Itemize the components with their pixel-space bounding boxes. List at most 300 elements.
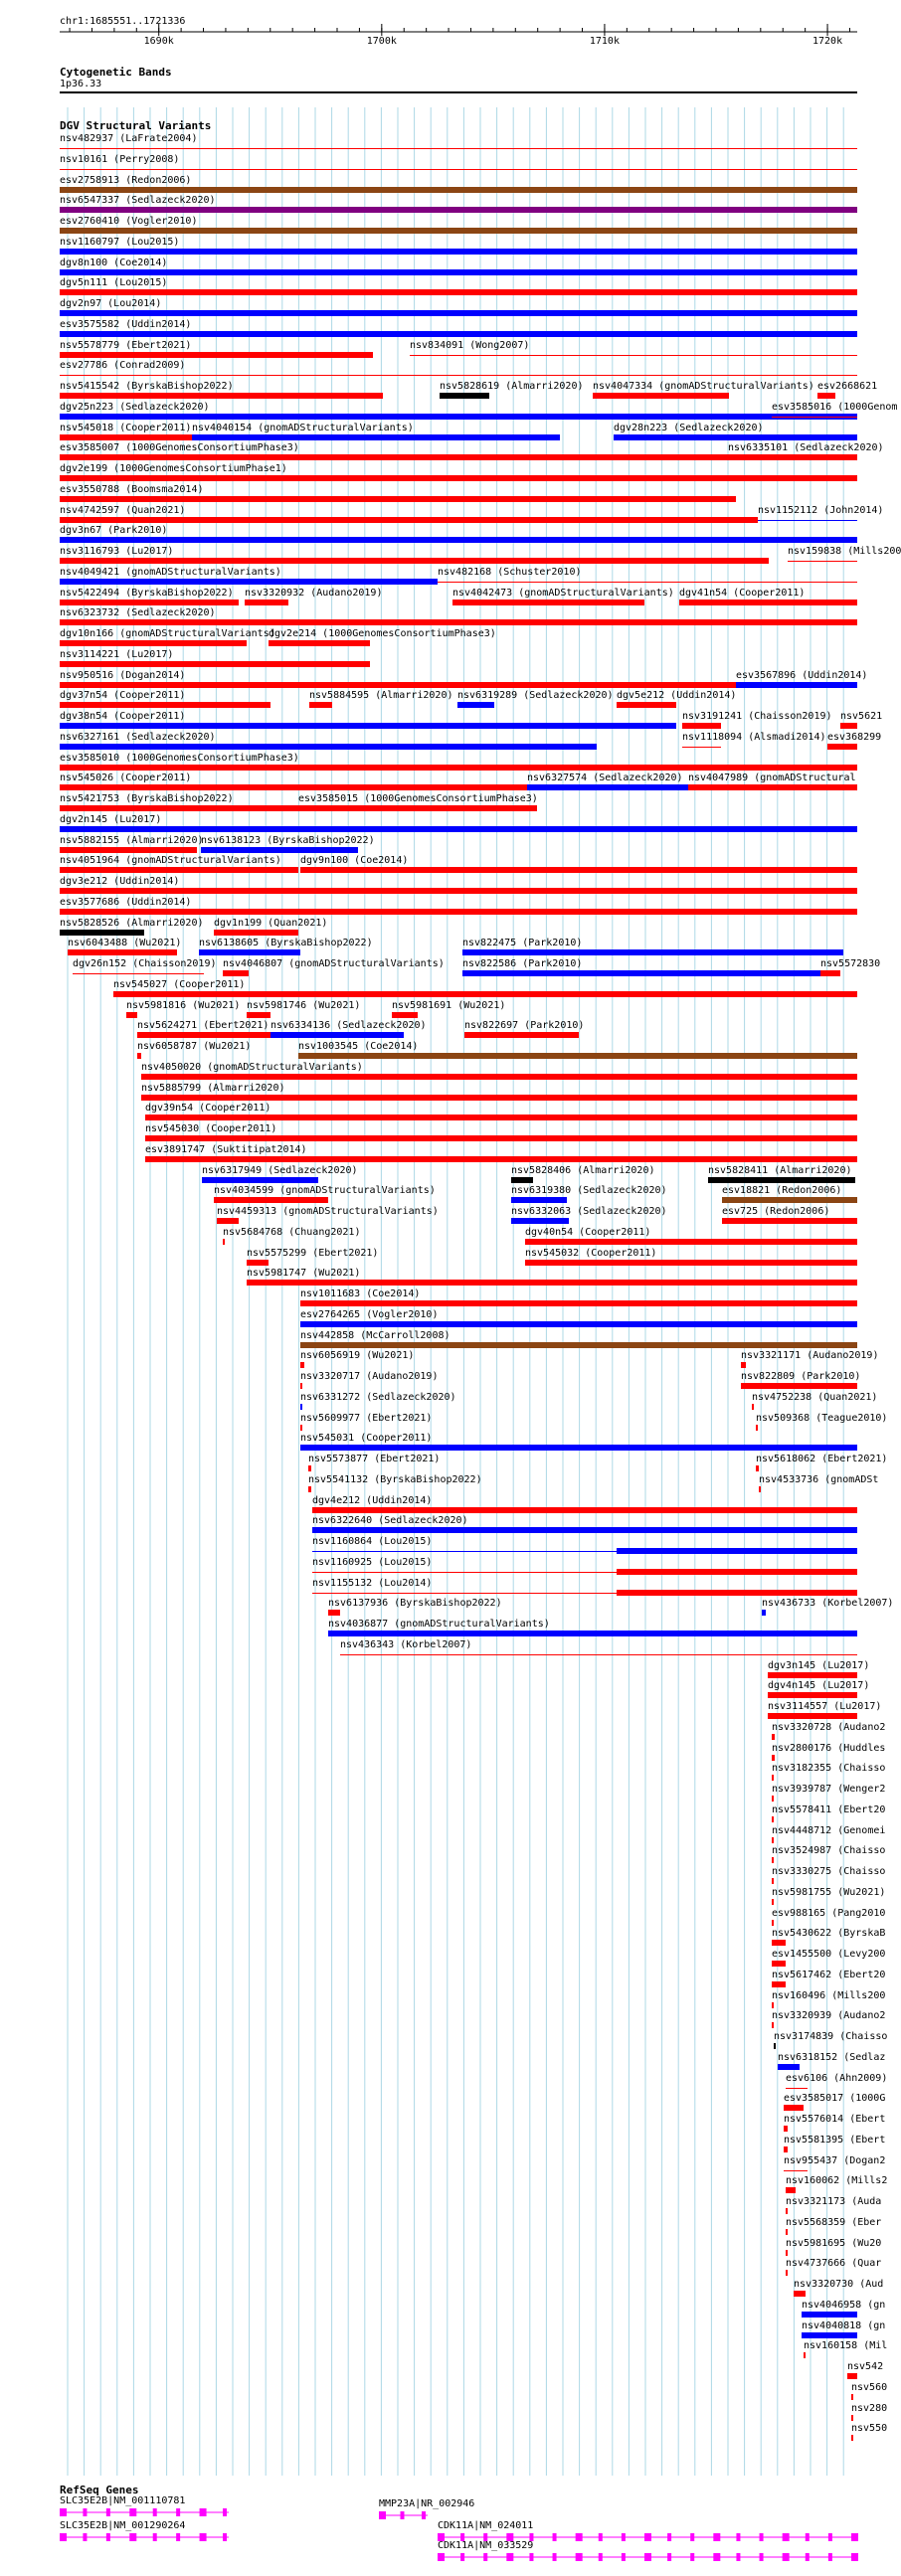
sv-feature[interactable]: [802, 2332, 857, 2338]
sv-label[interactable]: nsv6317949 (Sedlazeck2020): [202, 1164, 358, 1176]
sv-label[interactable]: dgv1n199 (Quan2021): [214, 917, 328, 929]
sv-label[interactable]: nsv3320728 (Audano2: [772, 1721, 886, 1733]
sv-label[interactable]: nsv1160925 (Lou2015): [312, 1556, 433, 1568]
sv-feature[interactable]: [772, 1734, 775, 1740]
sv-feature[interactable]: [617, 1569, 857, 1575]
sv-label[interactable]: nsv4050020 (gnomADStructuralVariants): [141, 1061, 363, 1073]
sv-feature[interactable]: [762, 1610, 766, 1616]
sv-label[interactable]: nsv6318152 (Sedlaz: [778, 2051, 886, 2063]
sv-label[interactable]: nsv6323732 (Sedlazeck2020): [60, 607, 216, 619]
sv-feature[interactable]: [768, 1672, 857, 1678]
sv-feature[interactable]: [60, 826, 857, 832]
sv-label[interactable]: nsv5578779 (Ebert2021): [60, 339, 192, 351]
sv-label[interactable]: dgv28n223 (Sedlazeck2020): [614, 422, 764, 433]
sv-feature[interactable]: [772, 2002, 774, 2008]
sv-label[interactable]: esv3585007 (1000GenomesConsortiumPhase3): [60, 442, 299, 454]
sv-feature[interactable]: [60, 867, 298, 873]
sv-label[interactable]: nsv4036877 (gnomADStructuralVariants): [328, 1619, 550, 1630]
sv-feature[interactable]: [247, 1260, 269, 1266]
sv-label[interactable]: nsv3320939 (Audano2: [772, 2010, 886, 2022]
sv-feature[interactable]: [804, 2352, 806, 2358]
sv-label[interactable]: nsv1118094 (Alsmadi2014): [682, 731, 826, 743]
sv-label[interactable]: dgv2n145 (Lu2017): [60, 813, 162, 825]
sv-feature[interactable]: [199, 949, 300, 955]
sv-feature[interactable]: [223, 1239, 225, 1245]
sv-feature[interactable]: [617, 702, 676, 708]
sv-feature[interactable]: [60, 352, 373, 358]
sv-feature[interactable]: [758, 520, 857, 521]
sv-label[interactable]: dgv40n54 (Cooper2011): [525, 1226, 651, 1238]
sv-label[interactable]: nsv5882155 (Almarri2020): [60, 834, 204, 846]
sv-feature[interactable]: [145, 1156, 857, 1162]
sv-feature[interactable]: [60, 169, 857, 170]
sv-label[interactable]: dgv8n100 (Coe2014): [60, 257, 168, 268]
sv-feature[interactable]: [60, 454, 728, 460]
sv-label[interactable]: dgv38n54 (Cooper2011): [60, 711, 186, 722]
sv-feature[interactable]: [60, 661, 370, 667]
sv-feature[interactable]: [614, 434, 857, 440]
sv-feature[interactable]: [300, 1321, 857, 1327]
sv-feature[interactable]: [774, 2043, 776, 2049]
sv-label[interactable]: esv27786 (Conrad2009): [60, 360, 186, 372]
gene-label[interactable]: SLC35E2B|NM_001110781: [60, 2495, 186, 2506]
sv-feature[interactable]: [682, 747, 721, 748]
gene-model[interactable]: [60, 2532, 229, 2542]
sv-feature[interactable]: [60, 475, 857, 481]
sv-label[interactable]: dgv4n145 (Lu2017): [768, 1680, 870, 1692]
sv-label[interactable]: nsv482168 (Schuster2010): [438, 566, 582, 578]
sv-feature[interactable]: [300, 1300, 857, 1306]
sv-feature[interactable]: [270, 1032, 404, 1038]
sv-label[interactable]: nsv5621: [840, 711, 883, 722]
sv-label[interactable]: nsv1152112 (John2014): [758, 504, 884, 516]
sv-feature[interactable]: [247, 1280, 857, 1286]
sv-label[interactable]: nsv6322640 (Sedlazeck2020): [312, 1515, 468, 1527]
sv-feature[interactable]: [786, 2250, 788, 2256]
sv-label[interactable]: nsv545027 (Cooper2011): [113, 978, 246, 990]
sv-label[interactable]: nsv5609977 (Ebert2021): [300, 1412, 433, 1424]
sv-feature[interactable]: [60, 207, 857, 213]
sv-feature[interactable]: [340, 1654, 857, 1655]
sv-feature[interactable]: [60, 289, 857, 295]
sv-label[interactable]: nsv4046807 (gnomADStructuralVariants): [223, 958, 445, 969]
sv-feature[interactable]: [593, 393, 729, 399]
sv-feature[interactable]: [511, 1197, 567, 1203]
sv-label[interactable]: nsv5828411 (Almarri2020): [708, 1164, 852, 1176]
sv-feature[interactable]: [137, 1032, 270, 1038]
sv-label[interactable]: nsv482937 (LaFrate2004): [60, 133, 198, 144]
sv-feature[interactable]: [214, 1197, 328, 1203]
sv-label[interactable]: dgv39n54 (Cooper2011): [145, 1103, 271, 1115]
sv-feature[interactable]: [68, 949, 177, 955]
sv-label[interactable]: nsv5981755 (Wu2021): [772, 1886, 886, 1898]
sv-label[interactable]: esv2758913 (Redon2006): [60, 174, 192, 186]
gene-model[interactable]: [438, 2552, 857, 2562]
sv-label[interactable]: esv6106 (Ahn2009): [786, 2072, 888, 2084]
sv-feature[interactable]: [392, 1012, 418, 1018]
sv-feature[interactable]: [300, 867, 857, 873]
sv-feature[interactable]: [772, 1837, 774, 1843]
sv-label[interactable]: nsv4040818 (gn: [802, 2319, 886, 2331]
sv-label[interactable]: nsv3320717 (Audano2019): [300, 1371, 439, 1382]
sv-label[interactable]: nsv2800176 (Huddles: [772, 1742, 886, 1754]
sv-feature[interactable]: [410, 355, 857, 356]
sv-feature[interactable]: [772, 1796, 774, 1802]
sv-feature[interactable]: [722, 1197, 857, 1203]
sv-label[interactable]: nsv4752238 (Quan2021): [752, 1391, 878, 1403]
sv-feature[interactable]: [60, 517, 758, 523]
sv-feature[interactable]: [60, 414, 857, 420]
sv-label[interactable]: esv3575582 (Uddin2014): [60, 318, 192, 330]
sv-feature[interactable]: [778, 2064, 800, 2070]
sv-feature[interactable]: [300, 1362, 304, 1368]
sv-feature[interactable]: [772, 1940, 786, 1946]
sv-label[interactable]: nsv6043488 (Wu2021): [68, 938, 182, 949]
sv-feature[interactable]: [772, 1857, 774, 1863]
sv-feature[interactable]: [141, 1095, 857, 1101]
sv-feature[interactable]: [688, 784, 857, 790]
sv-label[interactable]: nsv4742597 (Quan2021): [60, 504, 186, 516]
sv-label[interactable]: nsv1003545 (Coe2014): [298, 1041, 419, 1052]
sv-feature[interactable]: [772, 417, 857, 418]
sv-label[interactable]: nsv6332063 (Sedlazeck2020): [511, 1206, 667, 1217]
sv-feature[interactable]: [851, 2415, 853, 2421]
sv-label[interactable]: esv3891747 (Suktitipat2014): [145, 1143, 307, 1155]
sv-feature[interactable]: [60, 600, 239, 605]
sv-label[interactable]: nsv3320730 (Aud: [794, 2279, 884, 2290]
sv-feature[interactable]: [328, 1610, 340, 1616]
sv-label[interactable]: dgv25n223 (Sedlazeck2020): [60, 401, 210, 413]
sv-label[interactable]: dgv10n166 (gnomADStructuralVariants): [60, 628, 275, 639]
sv-feature[interactable]: [772, 1816, 774, 1822]
sv-feature[interactable]: [772, 1755, 775, 1761]
sv-label[interactable]: nsv5421753 (ByrskaBishop2022): [60, 793, 234, 804]
sv-label[interactable]: nsv4459313 (gnomADStructuralVariants): [217, 1206, 439, 1217]
sv-feature[interactable]: [438, 582, 857, 583]
sv-feature[interactable]: [60, 537, 857, 543]
sv-label[interactable]: esv988165 (Pang2010: [772, 1907, 886, 1919]
sv-label[interactable]: dgv41n54 (Cooper2011): [679, 587, 806, 599]
sv-feature[interactable]: [741, 1383, 857, 1389]
sv-label[interactable]: nsv4448712 (Genomei: [772, 1824, 886, 1836]
sv-feature[interactable]: [60, 249, 857, 255]
sv-label[interactable]: nsv560: [851, 2381, 888, 2393]
sv-feature[interactable]: [300, 1404, 302, 1410]
sv-feature[interactable]: [308, 1486, 311, 1492]
sv-feature[interactable]: [527, 784, 688, 790]
sv-label[interactable]: nsv834091 (Wong2007): [410, 339, 530, 351]
sv-feature[interactable]: [60, 148, 857, 149]
sv-label[interactable]: nsv10161 (Perry2008): [60, 153, 180, 165]
gene-model[interactable]: [60, 2507, 229, 2517]
sv-feature[interactable]: [300, 1445, 857, 1451]
sv-feature[interactable]: [312, 1507, 857, 1513]
sv-feature[interactable]: [60, 744, 597, 750]
sv-label[interactable]: nsv545031 (Cooper2011): [300, 1433, 433, 1445]
sv-feature[interactable]: [298, 805, 537, 811]
sv-feature[interactable]: [847, 2373, 857, 2379]
sv-label[interactable]: nsv955437 (Dogan2: [784, 2154, 886, 2166]
sv-feature[interactable]: [60, 888, 857, 894]
sv-label[interactable]: esv3585016 (1000Genom: [772, 401, 898, 413]
sv-label[interactable]: nsv5422494 (ByrskaBishop2022): [60, 587, 234, 599]
sv-label[interactable]: nsv1160797 (Lou2015): [60, 236, 180, 248]
sv-feature[interactable]: [851, 2394, 853, 2400]
sv-feature[interactable]: [60, 228, 857, 234]
sv-feature[interactable]: [756, 1465, 759, 1471]
sv-feature[interactable]: [60, 765, 857, 771]
sv-label[interactable]: nsv822586 (Park2010): [462, 958, 583, 969]
sv-label[interactable]: nsv3320932 (Audano2019): [245, 587, 383, 599]
sv-label[interactable]: nsv822475 (Park2010): [462, 938, 583, 949]
gene-label[interactable]: SLC35E2B|NM_001290264: [60, 2520, 186, 2531]
sv-feature[interactable]: [786, 2208, 788, 2214]
sv-label[interactable]: dgv2e199 (1000GenomesConsortiumPhase1): [60, 463, 287, 474]
sv-feature[interactable]: [214, 930, 298, 936]
sv-feature[interactable]: [312, 1593, 617, 1594]
sv-label[interactable]: nsv1160864 (Lou2015): [312, 1536, 433, 1547]
gene-label[interactable]: CDK11A|NM_033529: [438, 2540, 534, 2551]
sv-label[interactable]: nsv3191241 (Chaisson2019): [682, 711, 832, 722]
sv-label[interactable]: dgv2n97 (Lou2014): [60, 298, 162, 309]
sv-label[interactable]: esv3585017 (1000G: [784, 2093, 886, 2105]
sv-feature[interactable]: [827, 744, 857, 750]
sv-feature[interactable]: [772, 1920, 774, 1926]
sv-label[interactable]: nsv4051964 (gnomADStructuralVariants): [60, 855, 281, 867]
sv-label[interactable]: esv3585010 (1000GenomesConsortiumPhase3): [60, 752, 299, 764]
sv-label[interactable]: nsv1155132 (Lou2014): [312, 1577, 433, 1589]
sv-label[interactable]: nsv5575299 (Ebert2021): [247, 1247, 379, 1259]
sv-label[interactable]: nsv6327574 (Sedlazeck2020): [527, 773, 683, 784]
sv-feature[interactable]: [786, 2088, 808, 2089]
sv-label[interactable]: nsv442858 (McCarroll2008): [300, 1329, 450, 1341]
sv-label[interactable]: dgv5n111 (Lou2015): [60, 277, 168, 289]
sv-feature[interactable]: [525, 1239, 857, 1245]
sv-feature[interactable]: [309, 702, 332, 708]
sv-feature[interactable]: [60, 393, 383, 399]
sv-label[interactable]: nsv6319289 (Sedlazeck2020): [457, 690, 614, 702]
sv-label[interactable]: nsv159838 (Mills200: [788, 546, 901, 557]
sv-feature[interactable]: [73, 973, 204, 974]
sv-feature[interactable]: [247, 1012, 270, 1018]
sv-feature[interactable]: [137, 1053, 141, 1059]
sv-label[interactable]: nsv5684768 (Chuang2021): [223, 1226, 361, 1238]
sv-label[interactable]: nsv5981816 (Wu2021): [126, 999, 241, 1011]
sv-label[interactable]: nsv545026 (Cooper2011): [60, 773, 192, 784]
sv-feature[interactable]: [113, 991, 857, 997]
sv-feature[interactable]: [312, 1551, 617, 1552]
sv-label[interactable]: nsv3321171 (Audano2019): [741, 1350, 879, 1362]
sv-label[interactable]: dgv3n67 (Park2010): [60, 525, 168, 537]
sv-label[interactable]: nsv822809 (Park2010): [741, 1371, 861, 1382]
sv-feature[interactable]: [722, 1218, 857, 1224]
sv-feature[interactable]: [60, 331, 857, 337]
sv-label[interactable]: nsv5981746 (Wu2021): [247, 999, 361, 1011]
sv-label[interactable]: esv2760410 (Vogler2010): [60, 216, 198, 227]
sv-feature[interactable]: [752, 1404, 754, 1410]
sv-feature[interactable]: [202, 1177, 318, 1183]
sv-label[interactable]: nsv5885799 (Almarri2020): [141, 1082, 285, 1094]
sv-label[interactable]: nsv4034599 (gnomADStructuralVariants): [214, 1185, 436, 1197]
sv-label[interactable]: nsv5828526 (Almarri2020): [60, 917, 204, 929]
sv-label[interactable]: nsv542: [847, 2361, 884, 2372]
gene-label[interactable]: CDK11A|NM_024011: [438, 2520, 534, 2531]
sv-label[interactable]: dgv9n100 (Coe2014): [300, 855, 409, 867]
sv-feature[interactable]: [772, 2022, 774, 2028]
sv-label[interactable]: nsv4042473 (gnomADStructuralVariants): [452, 587, 674, 599]
sv-label[interactable]: nsv545032 (Cooper2011): [525, 1247, 657, 1259]
sv-label[interactable]: nsv160496 (Mills200: [772, 1989, 886, 2001]
sv-feature[interactable]: [772, 1961, 786, 1967]
sv-feature[interactable]: [300, 1425, 302, 1431]
sv-feature[interactable]: [245, 600, 288, 605]
sv-label[interactable]: nsv6058787 (Wu2021): [137, 1041, 252, 1052]
sv-label[interactable]: nsv4046958 (gn: [802, 2299, 886, 2311]
sv-feature[interactable]: [786, 2229, 788, 2235]
sv-label[interactable]: nsv5573877 (Ebert2021): [308, 1454, 441, 1464]
sv-feature[interactable]: [708, 1177, 855, 1183]
sv-feature[interactable]: [786, 2187, 796, 2193]
sv-label[interactable]: nsv3182355 (Chaisso: [772, 1763, 886, 1775]
sv-label[interactable]: nsv4049421 (gnomADStructuralVariants): [60, 566, 281, 578]
sv-label[interactable]: nsv4533736 (gnomADSt: [759, 1473, 879, 1485]
sv-label[interactable]: nsv436733 (Korbel2007): [762, 1598, 894, 1610]
sv-label[interactable]: dgv37n54 (Cooper2011): [60, 690, 186, 702]
sv-feature[interactable]: [60, 909, 857, 915]
sv-label[interactable]: nsv160062 (Mills2: [786, 2175, 888, 2187]
sv-feature[interactable]: [60, 375, 857, 376]
sv-feature[interactable]: [741, 1362, 746, 1368]
sv-label[interactable]: nsv6334136 (Sedlazeck2020): [270, 1020, 427, 1032]
sv-label[interactable]: nsv4047989 (gnomADStructural: [688, 773, 856, 784]
sv-label[interactable]: esv3577686 (Uddin2014): [60, 896, 192, 908]
sv-label[interactable]: nsv3321173 (Auda: [786, 2196, 882, 2207]
sv-label[interactable]: nsv5576014 (Ebert: [784, 2114, 886, 2125]
sv-feature[interactable]: [802, 2312, 857, 2318]
sv-feature[interactable]: [784, 2170, 808, 2171]
sv-label[interactable]: nsv6547337 (Sedlazeck2020): [60, 195, 216, 207]
sv-label[interactable]: nsv5618062 (Ebert2021): [756, 1454, 888, 1464]
sv-feature[interactable]: [60, 723, 676, 729]
sv-label[interactable]: nsv3114557 (Lu2017): [768, 1701, 882, 1712]
sv-label[interactable]: nsv5884595 (Almarri2020): [309, 690, 453, 702]
sv-feature[interactable]: [768, 1713, 857, 1719]
sv-feature[interactable]: [308, 1465, 311, 1471]
sv-feature[interactable]: [60, 619, 857, 625]
sv-feature[interactable]: [60, 702, 270, 708]
sv-feature[interactable]: [756, 1425, 758, 1431]
sv-feature[interactable]: [788, 561, 857, 562]
sv-feature[interactable]: [60, 579, 438, 585]
sv-feature[interactable]: [60, 930, 144, 936]
sv-label[interactable]: nsv6138123 (ByrskaBishop2022): [201, 834, 375, 846]
sv-feature[interactable]: [60, 847, 197, 853]
sv-label[interactable]: dgv26n152 (Chaisson2019): [73, 958, 217, 969]
sv-label[interactable]: nsv6138605 (ByrskaBishop2022): [199, 938, 373, 949]
sv-label[interactable]: dgv5e212 (Uddin2014): [617, 690, 737, 702]
sv-label[interactable]: nsv4047334 (gnomADStructuralVariants): [593, 381, 814, 392]
sv-label[interactable]: nsv6319380 (Sedlazeck2020): [511, 1185, 667, 1197]
sv-feature[interactable]: [300, 1383, 302, 1389]
sv-label[interactable]: esv3585015 (1000GenomesConsortiumPhase3): [298, 793, 538, 804]
sv-feature[interactable]: [440, 393, 489, 399]
sv-label[interactable]: esv2668621: [817, 381, 878, 392]
sv-feature[interactable]: [617, 1590, 857, 1596]
sv-label[interactable]: nsv6056919 (Wu2021): [300, 1350, 415, 1362]
sv-feature[interactable]: [60, 496, 736, 502]
sv-feature[interactable]: [772, 1981, 786, 1987]
sv-feature[interactable]: [223, 970, 249, 976]
sv-label[interactable]: nsv6335101 (Sedlazeck2020): [728, 442, 884, 454]
sv-feature[interactable]: [60, 640, 247, 646]
sv-label[interactable]: esv725 (Redon2006): [722, 1206, 830, 1217]
sv-feature[interactable]: [452, 600, 644, 605]
sv-feature[interactable]: [617, 1548, 857, 1554]
sv-label[interactable]: nsv5981747 (Wu2021): [247, 1268, 361, 1280]
sv-feature[interactable]: [60, 269, 857, 275]
sv-label[interactable]: nsv5617462 (Ebert20: [772, 1969, 886, 1980]
sv-feature[interactable]: [736, 682, 857, 688]
sv-label[interactable]: nsv822697 (Park2010): [464, 1020, 585, 1032]
sv-label[interactable]: esv3550788 (Boomsma2014): [60, 483, 204, 495]
sv-label[interactable]: nsv1011683 (Coe2014): [300, 1288, 421, 1299]
sv-feature[interactable]: [817, 393, 835, 399]
sv-label[interactable]: nsv160158 (Mil: [804, 2340, 888, 2352]
sv-feature[interactable]: [768, 1692, 857, 1698]
sv-label[interactable]: nsv3939787 (Wenger2: [772, 1784, 886, 1795]
sv-feature[interactable]: [312, 1572, 617, 1573]
sv-label[interactable]: nsv5981691 (Wu2021): [392, 999, 506, 1011]
sv-feature[interactable]: [145, 1115, 857, 1120]
sv-label[interactable]: nsv5578411 (Ebert20: [772, 1803, 886, 1815]
sv-label[interactable]: nsv509368 (Teague2010): [756, 1412, 888, 1424]
sv-label[interactable]: nsv3116793 (Lu2017): [60, 546, 174, 557]
sv-label[interactable]: nsv545018 (Cooper2011): [60, 422, 192, 433]
sv-label[interactable]: nsv545030 (Cooper2011): [145, 1123, 277, 1134]
sv-label[interactable]: nsv5541132 (ByrskaBishop2022): [308, 1473, 482, 1485]
sv-feature[interactable]: [328, 1631, 857, 1636]
sv-feature[interactable]: [759, 1486, 761, 1492]
sv-feature[interactable]: [851, 2435, 853, 2441]
sv-label[interactable]: esv3567896 (Uddin2014): [736, 669, 868, 681]
sv-feature[interactable]: [145, 1135, 857, 1141]
sv-label[interactable]: nsv5581395 (Ebert: [784, 2134, 886, 2146]
sv-feature[interactable]: [201, 847, 358, 853]
sv-feature[interactable]: [457, 702, 494, 708]
sv-label[interactable]: nsv5624271 (Ebert2021): [137, 1020, 270, 1032]
sv-feature[interactable]: [192, 434, 560, 440]
sv-feature[interactable]: [462, 949, 843, 955]
sv-label[interactable]: nsv5430622 (ByrskaB: [772, 1928, 886, 1940]
sv-label[interactable]: nsv950516 (Dogan2014): [60, 669, 186, 681]
sv-label[interactable]: nsv6137936 (ByrskaBishop2022): [328, 1598, 502, 1610]
sv-label[interactable]: nsv5981695 (Wu20: [786, 2237, 882, 2249]
sv-label[interactable]: nsv3174839 (Chaisso: [774, 2031, 888, 2042]
sv-feature[interactable]: [525, 1260, 857, 1266]
sv-label[interactable]: nsv3524987 (Chaisso: [772, 1845, 886, 1857]
sv-label[interactable]: nsv3114221 (Lu2017): [60, 648, 174, 660]
sv-label[interactable]: dgv4e212 (Uddin2014): [312, 1494, 433, 1506]
sv-feature[interactable]: [784, 2126, 788, 2132]
sv-label[interactable]: nsv6331272 (Sedlazeck2020): [300, 1391, 456, 1403]
gene-model[interactable]: [379, 2510, 428, 2520]
sv-label[interactable]: dgv3e212 (Uddin2014): [60, 876, 180, 887]
sv-label[interactable]: nsv5568359 (Eber: [786, 2216, 882, 2228]
sv-feature[interactable]: [60, 784, 527, 790]
sv-feature[interactable]: [784, 2105, 804, 2111]
sv-label[interactable]: nsv6327161 (Sedlazeck2020): [60, 731, 216, 743]
sv-feature[interactable]: [786, 2270, 788, 2276]
